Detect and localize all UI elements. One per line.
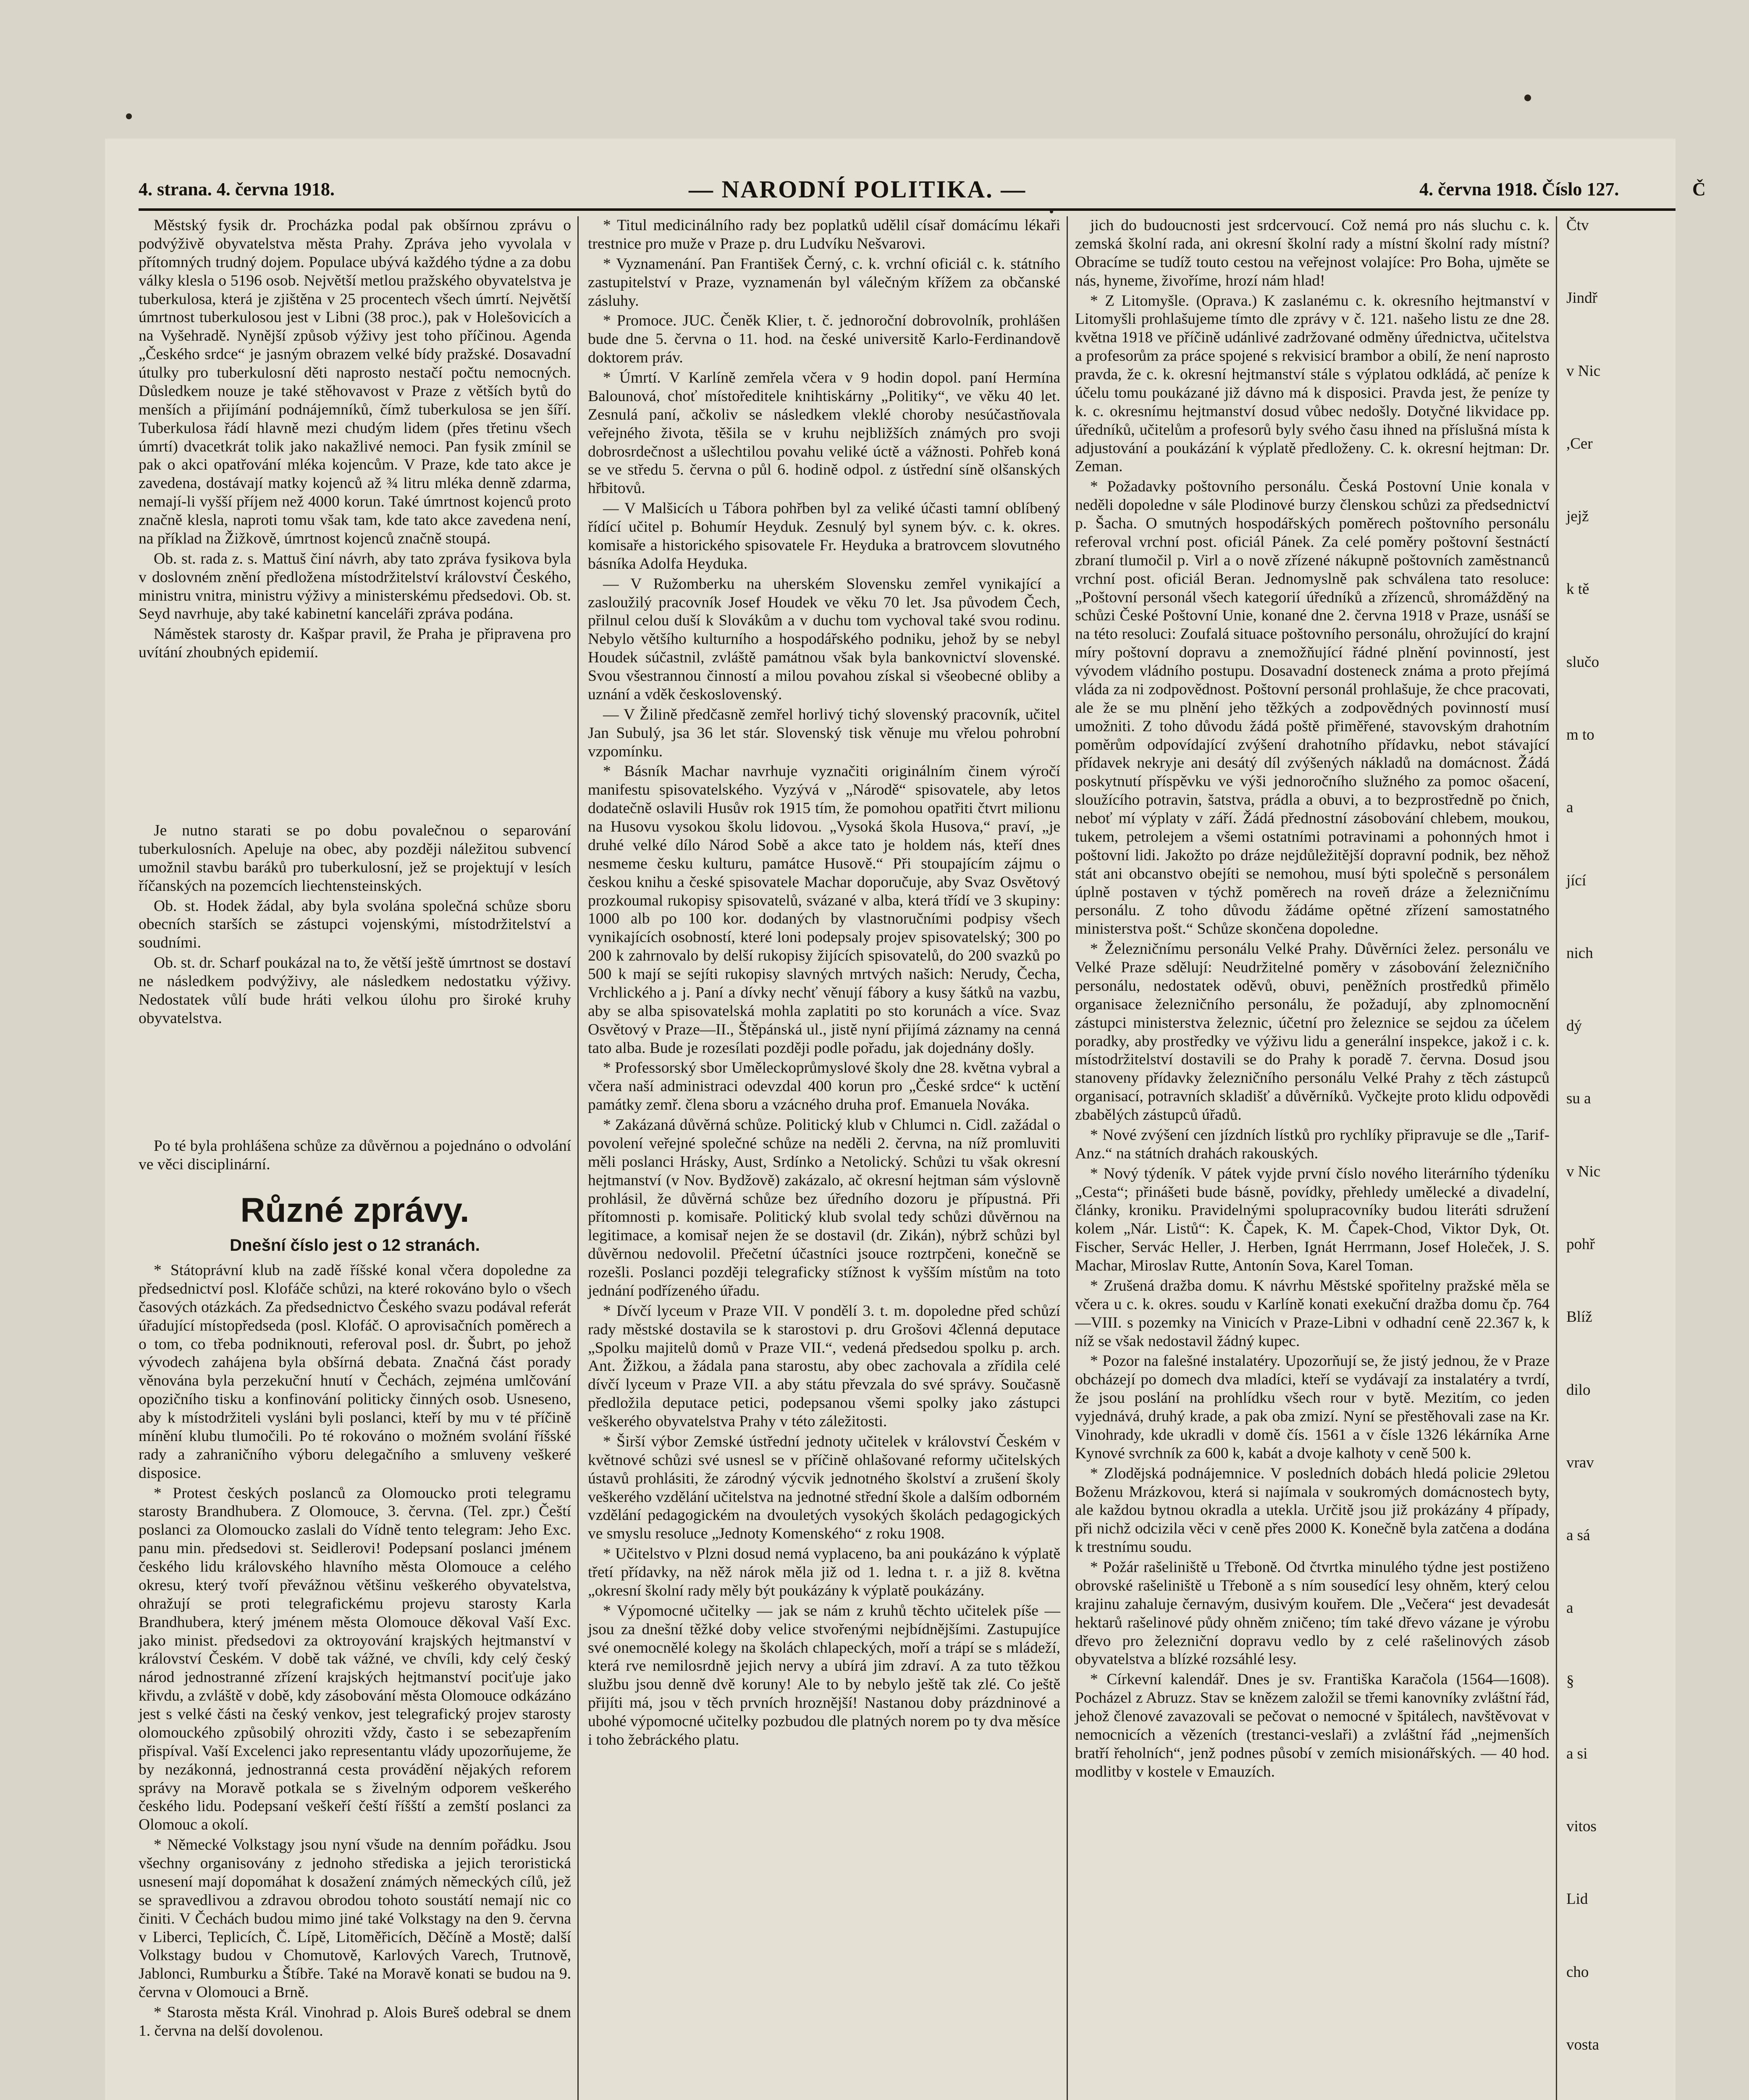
news-item: * Železničnímu personálu Velké Prahy. Důvěrníci želez. personálu ve Velké Praze sdělují: Neudržitelné poměry v zásobování železničního personálu, nedostatek oděvů, obuvi, peněžních prostředků přimělo organisace železničního personálu, že požadují, aby zplnomocnění zástupci ministerstva železnic, účetní pro železnice se sejdou za účelem poradky, aby prostředky ve výživu lidu a generální inspekce, jakož i c. k. místodržitelství dostavili se do Prahy k poradě 7. června. Dosud jsou stanoveny přídavky železničního personálu Velké Prahy z těch zástupců organisací, potravních skladišť a důvěrníků. Vyčkejte proto klidu odpovědi zbabělých zástupců úřadů.: [1075, 940, 1550, 1124]
column-4-cropped-edge: [1566, 216, 1676, 2100]
edge-text-fragment: a sá: [1566, 1527, 1590, 1544]
edge-text-fragment: Čtv: [1566, 217, 1589, 234]
news-item: jich do budoucnosti jest srdcervoucí. Což nemá pro nás sluchu c. k. zemská školní rada, ani okresní školní rady a místní školní rady místní? Obracíme se tudíž touto cestou na veřejnost volajíce: Pro Boha, ujměte se nás, hyneme, živoříme, hrozí nám hlad!: [1075, 217, 1550, 289]
header-rule: [139, 208, 1676, 211]
section-subheading: Dnešní číslo jest o 12 stranách.: [230, 1236, 480, 1255]
edge-text-fragment: pohř: [1566, 1235, 1595, 1253]
news-item: * Zakázaná důvěrná schůze. Politický klub v Chlumci n. Cidl. zažádal o povolení veřejné společné schůze na neděli 2. června, na níž promluviti měli poslanci Hrásky, Aust, Srdínko a Netolický. Schůzi tu však okresní hejtmanství (v Nov. Bydžově) zakázalo, ač okresní hejtman sám výslovně prohlásil, že důvěrná schůze bez úředního dozoru je přípustná. Při přítomnosti p. komisaře. Politický klub svolal tedy schůzi důvěrnou na legitimace, a komisař nejen že se dostavil (dr. Zikán), nýbrž schůzi byl důvěrnou nedovolil. Přečetní účastníci jsouce roztrpčeni, konečně se rozešli. Poslanci později telegraficky stížnost k vyšším místům na toto jednání podřízeného úřadu.: [588, 1116, 1060, 1299]
edge-text-fragment: dilo: [1566, 1381, 1591, 1399]
edge-text-fragment: a si: [1566, 1745, 1588, 1762]
edge-text-fragment: vitos: [1566, 1818, 1597, 1835]
column-1: [139, 216, 571, 2100]
news-item: * Církevní kalendář. Dnes je sv. Františka Karačola (1564—1608). Pocházel z Abruzz. Stav se knězem založil se třemi kanovníky zvláštní řád, jehož členové zavazovali se pečovat o nemocné v špitálech, navštěvovat v nemocnicích a vězeních (trestanci-veslaři) a zvláštní řád „nejmenších bratří řeholních“, jenž podnes působí v zemích misionářských. — 40 hod. modlitby v kostele v Emauzích.: [1075, 1671, 1550, 1780]
news-item: * Nový týdeník. V pátek vyjde první číslo nového literárního týdeníku „Cesta“; přinášeti bude básně, povídky, přehledy umělecké a divadelní, články, kroniku. Pravidelnými spolupracovníky budou literáti sdružení kolem „Nár. Listů“: K. Čapek, K. M. Čapek-Chod, Viktor Dyk, Ot. Fischer, Servác Heller, J. Herben, Ignát Herrmann, Josef Holeček, J. S. Machar, Miroslav Rutte, Antonín Sova, Karel Toman.: [1075, 1165, 1550, 1274]
article-paragraph: Ob. st. Hodek žádal, aby byla svolána společná schůze sboru obecních starších se zástupci vojenskými, místodržitelství a soudními.: [139, 897, 571, 952]
news-item: * Výpomocné učitelky — jak se nám z kruhů těchto učitelek píše — jsou za dnešní těžké doby velice stvořenými nejbídnějšími. Zastupujíce své onemocnělé kolegy na školách chlapeckých, moří a trápí se s mládeží, která rve nemilosrdně jejich nervy a ubírá jim zdraví. A za tuto těžkou službu jsou denně dvě koruny! Ale to by nebylo ještě tak zlé. Co ještě přijíti má, jsou v těch prvních hroznější! Nastanou doby prázdninové a ubohé výpomocné učitelky pozbudou dle platných norem po ty dva měsíce i toho žebráckého platu.: [588, 1602, 1060, 1748]
edge-text-fragment: ,Cer: [1566, 435, 1593, 452]
article-paragraph: Ob. st. dr. Scharf poukázal na to, že větší ještě úmrtnost se dostaví ne následkem podvýživy, ale následkem nedostatku výživy. Nedostatek vůlí bude hráti velkou úlohu pro široké kruhy obyvatelstva.: [139, 954, 571, 1027]
edge-text-fragment: v Nic: [1566, 362, 1601, 380]
edge-text-fragment: v Nic: [1566, 1163, 1601, 1180]
column-divider: [577, 216, 579, 2100]
news-item: — V Malšicích u Tábora pohřben byl za veliké účasti tamní oblíbený řídící učitel p. Bohumír Heyduk. Zesnulý byl synem býv. c. k. okres. komisaře a historického spisovatele Fr. Heyduka a bratrovcem slovutného básníka Adolfa Heyduka.: [588, 500, 1060, 572]
edge-text-fragment: Lid: [1566, 1890, 1588, 1908]
column-2: [588, 216, 1060, 2100]
news-item: * Německé Volkstagy jsou nyní všude na denním pořádku. Jsou všechny organisovány z jednoho střediska a jejich teroristická usnesení mají dopomáhat k dosažení známých německých cílů, jež se spravedlivou a zdravou obrodou tohoto soustátí nemají nic co činiti. V Čechách budou mimo jiné také Volkstagy na den 9. června v Liberci, Teplicích, Č. Lípě, Litoměřicích, Děčíně a Mostě; další Volkstagy budou v Chomutově, Karlových Varech, Trutnově, Jablonci, Rumburku a Štíbře. Také na Moravě konati se budou na 9. června v Olomouci a Brně.: [139, 1836, 571, 2001]
newspaper-page: [105, 139, 1706, 2100]
news-item: * Nové zvýšení cen jízdních lístků pro rychlíky připravuje se dle „Tarif-Anz.“ na státních drahách rakouských.: [1075, 1126, 1550, 1162]
edge-text-fragment: m to: [1566, 726, 1594, 743]
news-item: * Požadavky poštovního personálu. Česká Postovní Unie konala v neděli dopoledne v sále Plodinové burzy členskou schůzi za předsednictví p. Šacha. O smutných hospodářských poměrech poštovního personálu referoval vrchní post. oficiál Pánek. Za celé poměry poštovní šestnáctí zbraní tlumočil p. Virl a o nově zřízené nákupně poštovních zaměstnanců vrchní post. oficiál Beran. Jednomyslně pak schválena tato resoluce: „Poštovní personál všech kategorií úředníků a zřízenců, shromážděný na schůzi České Poštovní Unie, konané dne 2. června 1918 v Praze, usnáší se na této resoluci: Zoufalá situace poštovního personálu, ohrožující do krajní míry poštovní dopravu a znemožňující řádné plnění povinností, jest vývodem vládního postupu. Dosavadní dosteneck známa a proto přejímá vláda za ni zodpovědnost. Poštovní personál prohlašuje, že chce pracovati, ale že se mu plnění jeho těžkých a zodpovědných povinností musí umožniti. Z toho důvodu žádá poště přiměřené, stavovským drahotním poměrům odpovídající zvýšení drahotního přídavku, nebot stávající přídavek nekryje ani desátý díl zvýšených nákladů na domácnost. Žádá poskytnutí příspěvku ve výši jednoročního služného za pomoc ošacení, sloužícího potravin, šatstva, prádla a obuvi, a to bezprostředně po čnich, neboť mí výplaty v září. Žádá přednostní zásobování chlebem, moukou, tukem, petrolejem a všemi ostatními potravinami a pohonných hmot i poštovní lidi. Jakožto po dráze nejdůležitější dopravní podnik, bez něhož stát ani obcanstvo obejíti se nemohou, musí býti společně s personálem úplně postaven v týchž poměrech na roveň dráze a železničnímu personálu. Z toho důvodu žádáme opětné zřízení samostatného ministerstva pošt.“ Schůze skončena dopoledne.: [1075, 478, 1550, 938]
edge-text-fragment: Blíž: [1566, 1308, 1592, 1326]
news-item: * Státoprávní klub na zadě říšské konal včera dopoledne za předsednictví posl. Klofáče schůzi, na které rokováno bylo o všech časových otázkách. Za předsednictvo Českého svazu podával referát úřadující místopředseda (posl. Klofáč. O aprovisačních poměrech a o tom, co třeba podniknouti, referoval posl. dr. Šubrt, po jehož vývodech zahájena byla obšírná debata. Značná část porady věnována byla perzekuční hnutí v Čechách, zejména umlčování opozičního tisku a konfinování politicky činných osob. Usneseno, aby k místodržiteli vysláni byli poslanci, kteří by mu v té příčině mínění klubu tlumočili. Po té rokováno o možném svolání říšské rady a zahraničního výboru delegačního a smluveny veškeré disposice.: [139, 1262, 571, 1482]
page-header: [139, 176, 1706, 208]
edge-text-fragment: jejž: [1566, 508, 1589, 525]
article-paragraph: Ob. st. rada z. s. Mattuš činí návrh, aby tato zpráva fysikova byla v doslovném znění předložena místodržitelství království Českého, ministru vnitra, ministru výživy a ministerskému předsedovi. Ob. st. Seyd navrhuje, aby také kabinetní kanceláři zpráva podána.: [139, 550, 571, 623]
news-item: * Zlodějská podnájemnice. V posledních dobách hledá policie 29letou Boženu Mrázkovou, která si najímala v soukromých domácnostech byty, ale každou bytnou okradla a utekla. Určitě jsou již prokázány 4 případy, při nichž odcizila věci v ceně přes 2000 K. Konečně byla zatčena a dodána k trestnímu soudu.: [1075, 1465, 1550, 1556]
edge-text-fragment: k tě: [1566, 580, 1589, 598]
news-item: * Z Litomyšle. (Oprava.) K zaslanému c. k. okresního hejtmanství v Litomyšli prohlašujeme tímto dle zprávy v č. 121. našeho listu ze dne 28. května 1918 ve příčině udánlivé zadržované odměny úřednictva, učitelstva a profesorům za práce spojené s rekvisicí brambor a obilí, že není naprosto pravda, že c. k. okresní hejtmanství stále s výplatou odkládá, ač peníze k účelu tomu poukázané již dávno má k disposici. Pravda jest, že peníze ty k. c. okresnímu hejtmanství dosud vůbec nedošly. Dotyčné likvidace pp. úředníků, učitelům a profesorů byly svého času ihned na příslušná místa k adjustování a poukázání k výplatě předloženy. C. k. okresní hejtman: Dr. Zeman.: [1075, 292, 1550, 475]
header-page-date: 4. strana. 4. června 1918.: [139, 179, 335, 200]
news-item: * Titul medicinálního rady bez poplatků udělil císař domácímu lékaři trestnice pro muže v Praze p. dru Ludvíku Nešvarovi.: [588, 217, 1060, 252]
news-item: * Zrušená dražba domu. K návrhu Městské spořitelny pražské měla se včera u c. k. okres. soudu v Karlíně konati exekuční dražba domu čp. 764—VIII. s pozemky na Vinicích v Praze-Libni v odhadní ceně 22.367 k, k níž se však nedostavil žádný kupec.: [1075, 1277, 1550, 1350]
news-item: — V Ružomberku na uherském Slovensku zemřel vynikající a zasloužilý pracovník Josef Houdek ve věku 70 let. Jsa původem Čech, přilnul celou duší k Slovákům a v duchu tom vychoval také svou rodinu. Nebylo většího kulturního a hospodářského podniku, jehož by se nebyl Houdek súčastnil, zvláště památnou však byla bankovnictví slovenské. Svou všestrannou činností a milou povahou získal si všeobecné obliby a uznání a vděk československý.: [588, 575, 1060, 703]
edge-text-fragment: su a: [1566, 1090, 1591, 1108]
news-item: — V Žilině předčasně zemřel horlivý tichý slovenský pracovník, učitel Jan Subulý, jsa 36 let stár. Slovenský tisk věnuje mu vřelou pohrobní vzpomínku.: [588, 706, 1060, 760]
print-speck: [126, 113, 132, 119]
column-divider: [1556, 216, 1557, 2100]
edge-text-fragment: cho: [1566, 1963, 1589, 1981]
news-item: * Básník Machar navrhuje vyznačiti originálním činem výročí manifestu spisovatelského. Vyzývá v „Národě“ spisovatele, aby letos dodatečně oslavili Husův rok 1915 tím, že pomohou opatřiti čtvrt milionu na Husovu vysokou školu lidovou. „Vysoká škola Husova,“ praví, „je druhé velké dílo Národ Sobě a akce tato je holdem nás, kteří dnes nesmeme česku kulturu, památce Husově.“ Při stoupajícím zájmu o českou knihu a české spisovatele Machar doporučuje, aby Svaz Osvětový prozkoumal rukopisy spisovatelů, svázané v alba, která třídí ve 3 skupiny: 1000 alb po 100 kor. dodaných by vlastnoručními podpisy všech vynikajících osobností, které loni podepsaly projev spisovatelský; 300 po 200 k zahrnovalo by delší rukopisy žijících spisovatelů, do 200 svazků po 500 k mají se sejíti rukopisy slavných mrtvých našich: Nerudy, Čecha, Vrchlického a j. Paní a dívky nechť věnují fábory a kusy šátků na vazbu, aby se alba spisovatelská mohla zaplatiti po sto korunách a více. Svaz Osvětový v Praze—II., Štěpánská ul., jistě nyní přijímá záznamy na cenná tato alba. Bude je rozesílati později podle pořadu, jak dojednány došly.: [588, 763, 1060, 1057]
print-speck: [1050, 210, 1053, 213]
news-item: * Úmrtí. V Karlíně zemřela včera v 9 hodin dopol. paní Hermína Balounová, choť místoředitele knihtiskárny „Politiky“, ve věku 40 let. Zesnulá paní, ačkoliv se následkem vleklé choroby nesúčastňovala veřejného života, těšila se v kruhu nejbližších známých pro svoji dobrosrdečnost a ušlechtilou povahu veliké úctě a vážnosti. Pohřeb koná se ve středu 5. června o půl 6. hodině odpol. z ústřední síně olšanských hřbitovů.: [588, 369, 1060, 497]
news-item: * Širší výbor Zemské ústřední jednoty učitelek v království Českém v květnové schůzi své usnesl se v příčině ohlašované reformy učitelských ústavů prohlásiti, že zárodný výcvik jednotného školství a zrušení školy veškerého vzdělání učitelstva na jednotné střední škole a dalším odborném vzdělání pedagogickém na dvouletých vysokých školách pedagogických ve smyslu resoluce „Jednoty Komenského“ z roku 1908.: [588, 1433, 1060, 1543]
edge-text-fragment: slučo: [1566, 653, 1600, 671]
header-adjacent-page-fragment: Č: [1692, 179, 1706, 200]
article-paragraph: Městský fysik dr. Procházka podal pak obšírnou zprávu o podvýživě obyvatelstva města Prahy. Zpráva jeho vyvolala v přítomných trudný dojem. Populace ubývá každého týdne a za dobu války klesla o 5196 osob. Největší metlou pražského obyvatelstva je tuberkulosa, která je zjištěna v 25 procentech všech úmrtí. Největší úmrtnost tuberkulosou jest v Libni (38 proc.), pak v Holešovicích a na Vyšehradě. Nynější způsob výživy jest toho příčinou. Agenda „Českého srdce“ je jasným obrazem velké bídy pražské. Dosavadní útulky pro tuberkulosní děti naprosto nestačí počtu nemocných. Důsledkem nouze je také stěhovavost v Praze z větších bytů do menších a přijímání podnájemníků, čímž tuberkulosa se jen šíří. Tuberkulosa řádí hlavně mezi chudým lidem (přes třetinu všech úmrtí) dvacetkrát tolik jako nakažlivé nemoci. Pan fysik zmínil se pak o akci opatřování mléka kojencům. V Praze, kde tato akce je zavedena, dostávají matky kojenců až ¾ litru mléka denně zdarma, nemají-li vyšší příjem než 4000 korun. Také úmrtnost kojenců proto značně klesla, naproti tomu však tam, kde tato akce zavedena není, na příklad na Žižkově, úmrtnost kojenců značně stoupá.: [139, 217, 571, 547]
edge-text-fragment: nich: [1566, 944, 1593, 962]
news-item: * Starosta města Král. Vinohrad p. Alois Bureš odebral se dnem 1. června na delší dovolenou.: [139, 2004, 571, 2040]
edge-text-fragment: vrav: [1566, 1454, 1594, 1471]
edge-text-fragment: vosta: [1566, 2036, 1600, 2054]
news-item: * Dívčí lyceum v Praze VII. V pondělí 3. t. m. dopoledne před schůzí rady městské dostavila se k starostovi p. dru Grošovi 4členná deputace „Spolku majitelů domů v Praze VII.“, vedená předsedou spolku p. arch. Ant. Žižkou, a žádala pana starostu, aby obec zachovala a zřídila celé dívčí lyceum v Praze VII. a aby státu převzala do své správy. Současně předložila deputace petici, podepsanou všemi spolky jako zástupci veškerého obyvatelstva Prahy v této záležitosti.: [588, 1302, 1060, 1430]
news-item: * Vyznamenání. Pan František Černý, c. k. vrchní oficiál c. k. státního zastupitelství v Praze, vyznamenán byl válečným křížem za občanské zásluhy.: [588, 255, 1060, 310]
edge-text-fragment: dý: [1566, 1017, 1582, 1035]
masthead-title: — NARODNÍ POLITIKA. —: [689, 176, 1027, 203]
print-speck: [1524, 94, 1531, 101]
column-divider: [1067, 216, 1068, 2100]
news-item: * Protest českých poslanců za Olomoucko proti telegramu starosty Brandhubera. Z Olomouce, 3. června. (Tel. zpr.) Čeští poslanci za Olomoucko zaslali do Vídně tento telegram: Jeho Exc. panu min. předsedovi st. Seidlerovi! Podepsaní poslanci jménem českého lidu královského hlavního města Olomouce a celého okresu, který tvoří převážnou většinu veškerého obyvatelstva, ohražují se proti telegrafickému projevu starosty Karla Brandhubera, který jménem města Olomouce děkoval Vaší Exc. jako minist. předsedovi za oktroyování krajských hejtmanství v království Českém. V době tak vážné, ve chvíli, kdy celý český národ jednostranné zřízení krajských hejtmanství pociťuje jako křivdu, a zvláště v době, kdy zásobování města Olomouce odkázáno jest s velké části na český venkov, jest telegrafický projev starosty olomouckého způsobilý ohroziti vždy, často i se sebezapřením přispíval. Vaší Excelenci jako representantu vlády upozorňujeme, že by nezákonná, jednostranná cesta provádění nějakých reforem správy na Moravě potkala se s živelným odporem veškerého českého lidu. Podepsaní veškeří čeští říšští a zemští poslanci za Olomouc a okolí.: [139, 1484, 571, 1834]
header-issue-number: 4. června 1918. Číslo 127.: [1419, 179, 1619, 200]
news-item: * Požár rašeliniště u Třeboně. Od čtvrtka minulého týdne jest postiženo obrovské rašeliniště u Třeboně a s ním sousedící lesy ohněm, který celou krajinu zahaluje černavým, dusivým kouřem. Dle „Večera“ jest devadesát hektarů rašelinové půdy ohněm zničeno; tím také dřevo vázane je výrobu dřevo pro železniční dopravu vedlo by z celé rašelinových zásob obyvatelstva a blízké rozsáhlé lesy.: [1075, 1559, 1550, 1668]
news-item: * Professorský sbor Uměleckoprůmyslové školy dne 28. května vybral a včera naší administraci odevzdal 400 korun pro „České srdce“ k uctění památky zemř. člena sboru a vzácného druha prof. Emanuela Nováka.: [588, 1059, 1060, 1114]
edge-text-fragment: a: [1566, 799, 1573, 816]
edge-text-fragment: §: [1566, 1672, 1574, 1690]
article-paragraph: Je nutno starati se po dobu povalečnou o separování tuberkulosních. Apeluje na obec, aby později náležitou subvencí umožnil stavbu baráků pro tuberkulosní, jež se projektují v lesích říčanských na pozemcích liechtensteinských.: [139, 822, 571, 895]
edge-text-fragment: jící: [1566, 872, 1586, 889]
column-3: [1075, 216, 1550, 2100]
article-paragraph: Náměstek starosty dr. Kašpar pravil, že Praha je připravena pro uvítání zhoubných epidemií.: [139, 625, 571, 662]
section-heading: Různé zprávy.: [240, 1191, 469, 1230]
news-item: * Pozor na falešné instalatéry. Upozorňují se, že jistý jednou, že v Praze obcházejí po domech dva mladíci, kteří se vydávají za instalatéry a tvrdí, že jsou poslání na prohlídku všech rour v bytě. Mezitím, co jeden vyjednává, druhý krade, a pak oba zmizí. Nyní se přestěhovali zase na Kr. Vinohrady, kde ukradli v domě čís. 1561 a v čísle 1326 lékárníka Arne Kynové svrchník za 600 k, kabát a dvoje kalhoty v ceně 500 k.: [1075, 1352, 1550, 1462]
article-paragraph: Po té byla prohlášena schůze za důvěrnou a pojednáno o odvolání ve věci disciplinární.: [139, 1137, 571, 1173]
news-item: * Promoce. JUC. Čeněk Klier, t. č. jednoroční dobrovolník, prohlášen bude dne 5. června o 11. hod. na české universitě Karlo-Ferdinandově doktorem práv.: [588, 312, 1060, 367]
edge-text-fragment: Jindř: [1566, 289, 1597, 307]
news-item: * Učitelstvo v Plzni dosud nemá vyplaceno, ba ani poukázáno k výplatě třetí přídavky, na něž nárok měla již od 1. ledna t. r. a již 8. května „okresní školní rady měly být poukázány k výplatě poukázány.: [588, 1545, 1060, 1599]
edge-text-fragment: a: [1566, 1599, 1573, 1617]
